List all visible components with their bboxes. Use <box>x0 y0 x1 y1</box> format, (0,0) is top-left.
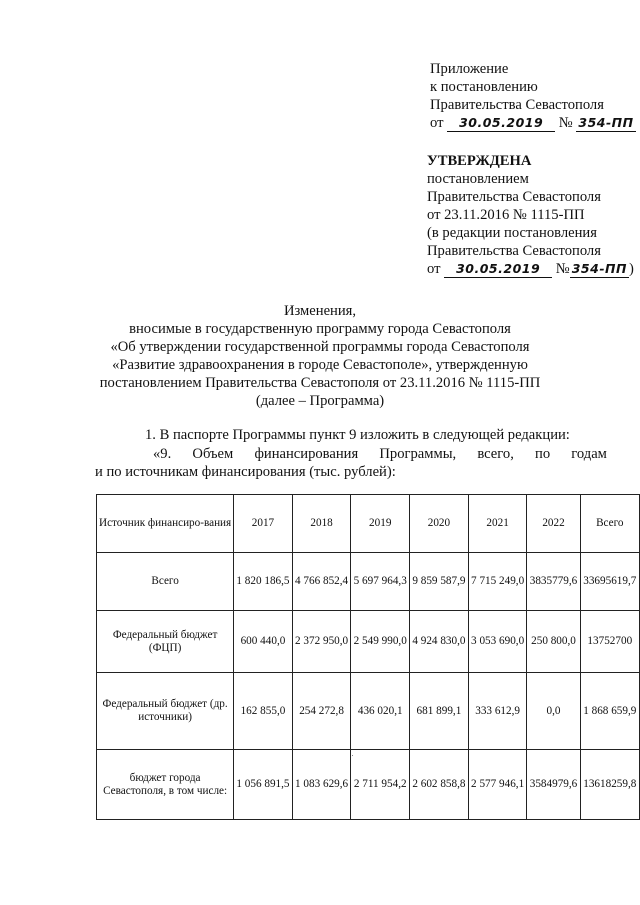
table-header-cell: 2017 <box>234 495 293 553</box>
table-cell: 333 612,9 <box>468 673 527 750</box>
table-cell: Федеральный бюджет (др. источники) <box>97 673 234 750</box>
table-cell: 0,0 <box>527 673 580 750</box>
table-cell: 4 766 852,4 <box>292 553 351 611</box>
approval-line: Правительства Севастополя <box>427 189 601 205</box>
title-line: (далее – Программа) <box>255 393 385 409</box>
word: по <box>535 446 551 462</box>
table-cell: 5 697 964,3 <box>351 553 410 611</box>
table-cell: 2 577 946,1 <box>468 750 527 820</box>
table-cell: Федеральный бюджет (ФЦП) <box>97 611 234 673</box>
table-cell: 250 800,0 <box>527 611 580 673</box>
table-cell: 4 924 830,0 <box>410 611 469 673</box>
table-row <box>97 611 640 673</box>
paragraph-2 <box>95 445 607 481</box>
table-header-cell: Источник финансиро-вания <box>97 495 234 553</box>
table-row <box>97 673 640 750</box>
approval-heading: УТВЕРЖДЕНА <box>427 153 532 169</box>
annex-line: Правительства Севастополя <box>430 97 604 113</box>
table-cell: 436 020,1 <box>351 673 410 750</box>
table-row <box>97 553 640 611</box>
table-cell: 7 715 249,0 <box>468 553 527 611</box>
table-cell: бюджет города Севастополя, в том числе: <box>97 750 234 820</box>
from-label: от <box>427 261 441 277</box>
title-line: «Об утверждении государственной программы города Севастополя <box>110 339 530 355</box>
approval-date-line <box>427 260 634 278</box>
table-cell: 9 859 587,9 <box>410 553 469 611</box>
number-label: № <box>558 115 573 131</box>
table-cell: 2 549 990,0 <box>351 611 410 673</box>
table-header-row <box>97 495 640 553</box>
word: всего, <box>477 446 514 462</box>
table-header-cell: 2020 <box>410 495 469 553</box>
title-line: Изменения, <box>283 303 357 319</box>
word: «9. <box>153 446 172 462</box>
table-cell: 1 056 891,5 <box>234 750 293 820</box>
table-cell: 1 820 186,5 <box>234 553 293 611</box>
table-cell: 2 372 950,0 <box>292 611 351 673</box>
financing-table <box>96 494 640 820</box>
document-title <box>80 302 560 410</box>
table-cell: 162 855,0 <box>234 673 293 750</box>
title-line: постановлением Правительства Севастополя от 23.11.2016 № 1115-ПП <box>99 375 541 391</box>
approval-header <box>427 152 634 278</box>
table-cell: Всего <box>97 553 234 611</box>
word: финансирования <box>254 446 359 462</box>
table-cell: 13618259,8 <box>580 750 639 820</box>
table-cell: 2 711 954,2 <box>351 750 410 820</box>
title-line: вносимые в государственную программу города Севастополя <box>129 321 511 337</box>
word: годам <box>571 446 607 462</box>
scan-speck <box>352 755 353 756</box>
table-cell: 1 083 629,6 <box>292 750 351 820</box>
word: Объем <box>192 446 234 462</box>
table-cell: 681 899,1 <box>410 673 469 750</box>
from-label: от <box>430 115 444 131</box>
annex-line: к постановлению <box>430 79 538 95</box>
table-header-cell: 2019 <box>351 495 410 553</box>
approval-line: постановлением <box>427 171 529 187</box>
table-cell: 600 440,0 <box>234 611 293 673</box>
closing-paren: ) <box>628 261 634 277</box>
table-cell: 254 272,8 <box>292 673 351 750</box>
handwritten-date: 30.05.2019 <box>447 115 555 132</box>
table-header-cell: 2022 <box>527 495 580 553</box>
table-cell: 2 602 858,8 <box>410 750 469 820</box>
table-row <box>97 750 640 820</box>
title-line: «Развитие здравоохранения в городе Севастополе», утвержденную <box>112 357 528 373</box>
table-header-cell: 2021 <box>468 495 527 553</box>
annex-header <box>430 60 636 132</box>
handwritten-date: 30.05.2019 <box>444 261 552 278</box>
paragraph-1: 1. В паспорте Программы пункт 9 изложить в следующей редакции: <box>145 427 570 443</box>
paragraph-2-line-1 <box>95 445 607 463</box>
approval-line: Правительства Севастополя <box>427 243 601 259</box>
table-cell: 1 868 659,9 <box>580 673 639 750</box>
table-cell: 33695619,7 <box>580 553 639 611</box>
table-cell: 13752700 <box>580 611 639 673</box>
table-cell: 3 053 690,0 <box>468 611 527 673</box>
approval-line: (в редакции постановления <box>427 225 597 241</box>
table-header-cell: 2018 <box>292 495 351 553</box>
table-cell: 3584979,6 <box>527 750 580 820</box>
handwritten-number: 354-ПП <box>571 261 627 276</box>
handwritten-number: 354-ПП <box>578 115 634 130</box>
table-header-cell: Всего <box>580 495 639 553</box>
word: Программы, <box>379 446 457 462</box>
number-label: № <box>555 261 570 277</box>
approval-line: от 23.11.2016 № 1115-ПП <box>427 207 585 223</box>
annex-date-line <box>430 114 636 132</box>
paragraph-2-line-2: и по источникам финансирования (тыс. рублей): <box>95 464 396 480</box>
table-cell: 3835779,6 <box>527 553 580 611</box>
annex-line: Приложение <box>430 61 509 77</box>
